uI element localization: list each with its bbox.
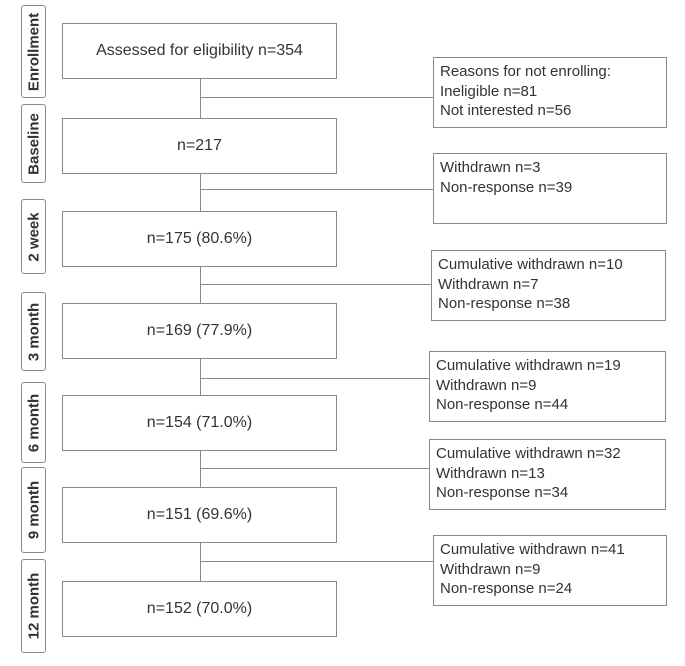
exclusion-connector (200, 189, 433, 190)
enrollment-count-box: Assessed for eligibility n=354 (62, 23, 337, 79)
exclusion-line: Cumulative withdrawn n=19 (436, 357, 621, 374)
baseline-count-box: n=217 (62, 118, 337, 174)
stage-label-baseline: Baseline (21, 104, 46, 183)
6-month-count-box: n=154 (71.0%) (62, 395, 337, 451)
exclusion-box-enrollment (433, 57, 667, 128)
exclusion-line: Reasons for not enrolling: (440, 63, 611, 80)
exclusion-line: Withdrawn n=9 (436, 376, 537, 394)
stage-label-2-week: 2 week (21, 199, 46, 274)
exclusion-connector (200, 468, 431, 469)
exclusion-line: Withdrawn n=13 (436, 464, 545, 482)
exclusion-box-9-month (433, 535, 667, 606)
exclusion-line: Non-response n=34 (436, 484, 569, 501)
exclusion-line: Cumulative withdrawn n=32 (436, 445, 621, 462)
exclusion-line: Non-response n=39 (440, 178, 573, 196)
stage-label-3-month: 3 month (21, 292, 46, 371)
exclusion-box-6-month (429, 439, 666, 510)
stage-label-9-month: 9 month (21, 467, 46, 553)
3-month-count-box: n=169 (77.9%) (62, 303, 337, 359)
exclusion-line: Withdrawn n=7 (438, 275, 539, 293)
exclusion-line: Cumulative withdrawn n=10 (438, 256, 623, 273)
exclusion-connector (200, 561, 435, 562)
9-month-count-box: n=151 (69.6%) (62, 487, 337, 543)
exclusion-line: Ineligible n=81 (440, 82, 538, 100)
exclusion-line: Not interested n=56 (440, 102, 572, 119)
exclusion-connector (200, 378, 431, 379)
exclusion-line: Cumulative withdrawn n=41 (440, 541, 625, 558)
stage-label-12-month: 12 month (21, 559, 46, 653)
exclusion-connector (200, 97, 435, 98)
exclusion-box-3-month (429, 351, 666, 422)
2-week-count-box: n=175 (80.6%) (62, 211, 337, 267)
exclusion-box-baseline (433, 153, 667, 224)
12-month-count-box: n=152 (70.0%) (62, 581, 337, 637)
exclusion-connector (200, 284, 433, 285)
stage-label-6-month: 6 month (21, 382, 46, 463)
stage-label-enrollment: Enrollment (21, 5, 46, 98)
exclusion-line: Withdrawn n=3 (440, 159, 541, 176)
exclusion-line: Withdrawn n=9 (440, 560, 541, 578)
exclusion-line: Non-response n=24 (440, 580, 573, 597)
exclusion-box-2-week (431, 250, 666, 321)
exclusion-line: Non-response n=44 (436, 396, 569, 413)
exclusion-line: Non-response n=38 (438, 295, 571, 312)
